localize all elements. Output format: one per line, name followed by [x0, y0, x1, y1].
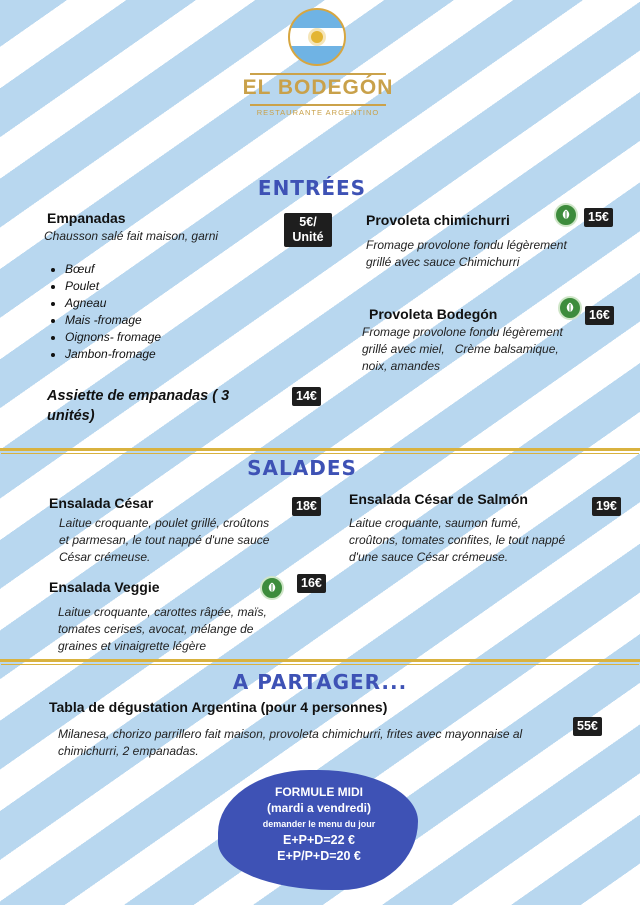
desc-line-1: Laitue croquante, saumon fumé,: [349, 516, 522, 530]
item-desc-empanadas: Chausson salé fait maison, garni: [44, 229, 219, 243]
item-desc-ensalada-cesar-salmon: [349, 515, 565, 566]
desc-line-3: noix, amandes: [362, 359, 441, 373]
item-name-ensalada-cesar-salmon: Ensalada César de Salmón: [349, 491, 528, 507]
price-badge-provoleta-chimichurri: 15€: [584, 208, 613, 227]
desc-line-1: Fromage provolone fondu légèrement: [366, 238, 567, 252]
section-divider: [0, 448, 640, 451]
price-badge-empanadas: [284, 213, 332, 247]
desc-line-2: grillé avec sauce Chimichurri: [366, 255, 520, 269]
list-item: • Agneau: [65, 295, 161, 312]
item-name-provoleta-bodegon: Provoleta Bodegón: [369, 306, 498, 322]
price-badge-provoleta-bodegon: 16€: [585, 306, 614, 325]
section-title-salades: SALADES: [247, 456, 357, 480]
desc-line-1: Milanesa, chorizo parrillero fait maison, provoleta chimichurri, frites avec mayonnaise al: [58, 727, 523, 741]
desc-line-2: croûtons, tomates confites, le tout nappé: [349, 533, 566, 547]
price-line-1: 5€/: [299, 215, 317, 229]
price-badge-ensalada-cesar-salmon: 19€: [592, 497, 621, 516]
desc-line-1: Laitue croquante, poulet grillé, croûtons: [59, 516, 270, 530]
price-badge-ensalada-cesar: 18€: [292, 497, 321, 516]
desc-line-3: César crémeuse.: [59, 550, 151, 564]
item-name-assiette: [47, 386, 229, 426]
assiette-name-line-1: Assiette de empanadas ( 3: [47, 388, 230, 404]
list-item: • Bœuf: [65, 261, 161, 278]
item-name-ensalada-cesar: Ensalada César: [49, 495, 154, 511]
list-item: • Mais -fromage: [65, 312, 161, 329]
list-item: • Oignons- fromage: [65, 329, 161, 346]
formule-days: (mardi a vendredi): [266, 801, 372, 815]
restaurant-name: EL BODEGÓN: [242, 76, 394, 99]
price-badge-assiette: 14€: [292, 387, 321, 406]
item-name-empanadas: Empanadas: [47, 210, 126, 226]
list-item: • Jambon-fromage: [65, 346, 161, 363]
item-name-tabla: Tabla de dégustation Argentina (pour 4 personnes): [49, 699, 388, 715]
vegetarian-leaf-icon: [260, 576, 284, 600]
formule-title: FORMULE MIDI: [275, 785, 363, 799]
desc-line-2: et parmesan, le tout nappé d'une sauce: [59, 533, 270, 547]
formule-midi: [230, 784, 408, 864]
section-divider: [0, 659, 640, 662]
item-name-provoleta-chimichurri: Provoleta chimichurri: [366, 212, 510, 228]
desc-line-2: tomates cerises, avocat, mélange de: [58, 622, 254, 636]
item-desc-tabla: [58, 726, 522, 760]
section-title-entrees: ENTRÉES: [257, 176, 367, 200]
restaurant-subtitle: RESTAURANTE ARGENTINO: [256, 108, 380, 117]
desc-line-2: chimichurri, 2 empanadas.: [58, 744, 199, 758]
list-item: • Poulet: [65, 278, 161, 295]
sun-of-may-icon: [311, 31, 323, 43]
desc-line-2: grillé avec miel, Crème balsamique,: [362, 342, 559, 356]
formule-option-2: E+P/P+D=20 €: [277, 849, 361, 863]
empanadas-fillings-list: [47, 261, 161, 363]
item-desc-ensalada-veggie: [58, 604, 267, 655]
logo-bottom-line: [250, 104, 386, 106]
item-desc-ensalada-cesar: [59, 515, 269, 566]
desc-line-1: Fromage provolone fondu légèrement: [362, 325, 563, 339]
desc-line-1: Laitue croquante, carottes râpée, maïs,: [58, 605, 267, 619]
assiette-name-line-2: unités): [47, 408, 95, 424]
item-name-ensalada-veggie: Ensalada Veggie: [49, 579, 160, 595]
item-desc-provoleta-bodegon: [362, 324, 563, 375]
formule-note: demander le menu du jour: [262, 819, 376, 829]
desc-line-3: d'une sauce César crémeuse.: [349, 550, 509, 564]
vegetarian-leaf-icon: [554, 203, 578, 227]
vegetarian-leaf-icon: [558, 296, 582, 320]
price-badge-tabla: 55€: [573, 717, 602, 736]
section-title-a-partager: A PARTAGER...: [232, 670, 408, 694]
desc-line-3: graines et vinaigrette légère: [58, 639, 207, 653]
formule-option-1: E+P+D=22 €: [283, 833, 355, 847]
logo-top-line: [250, 73, 386, 75]
argentina-flag-icon: [288, 8, 346, 66]
price-badge-ensalada-veggie: 16€: [297, 574, 326, 593]
item-desc-provoleta-chimichurri: [366, 237, 567, 271]
price-line-2: Unité: [292, 230, 324, 244]
